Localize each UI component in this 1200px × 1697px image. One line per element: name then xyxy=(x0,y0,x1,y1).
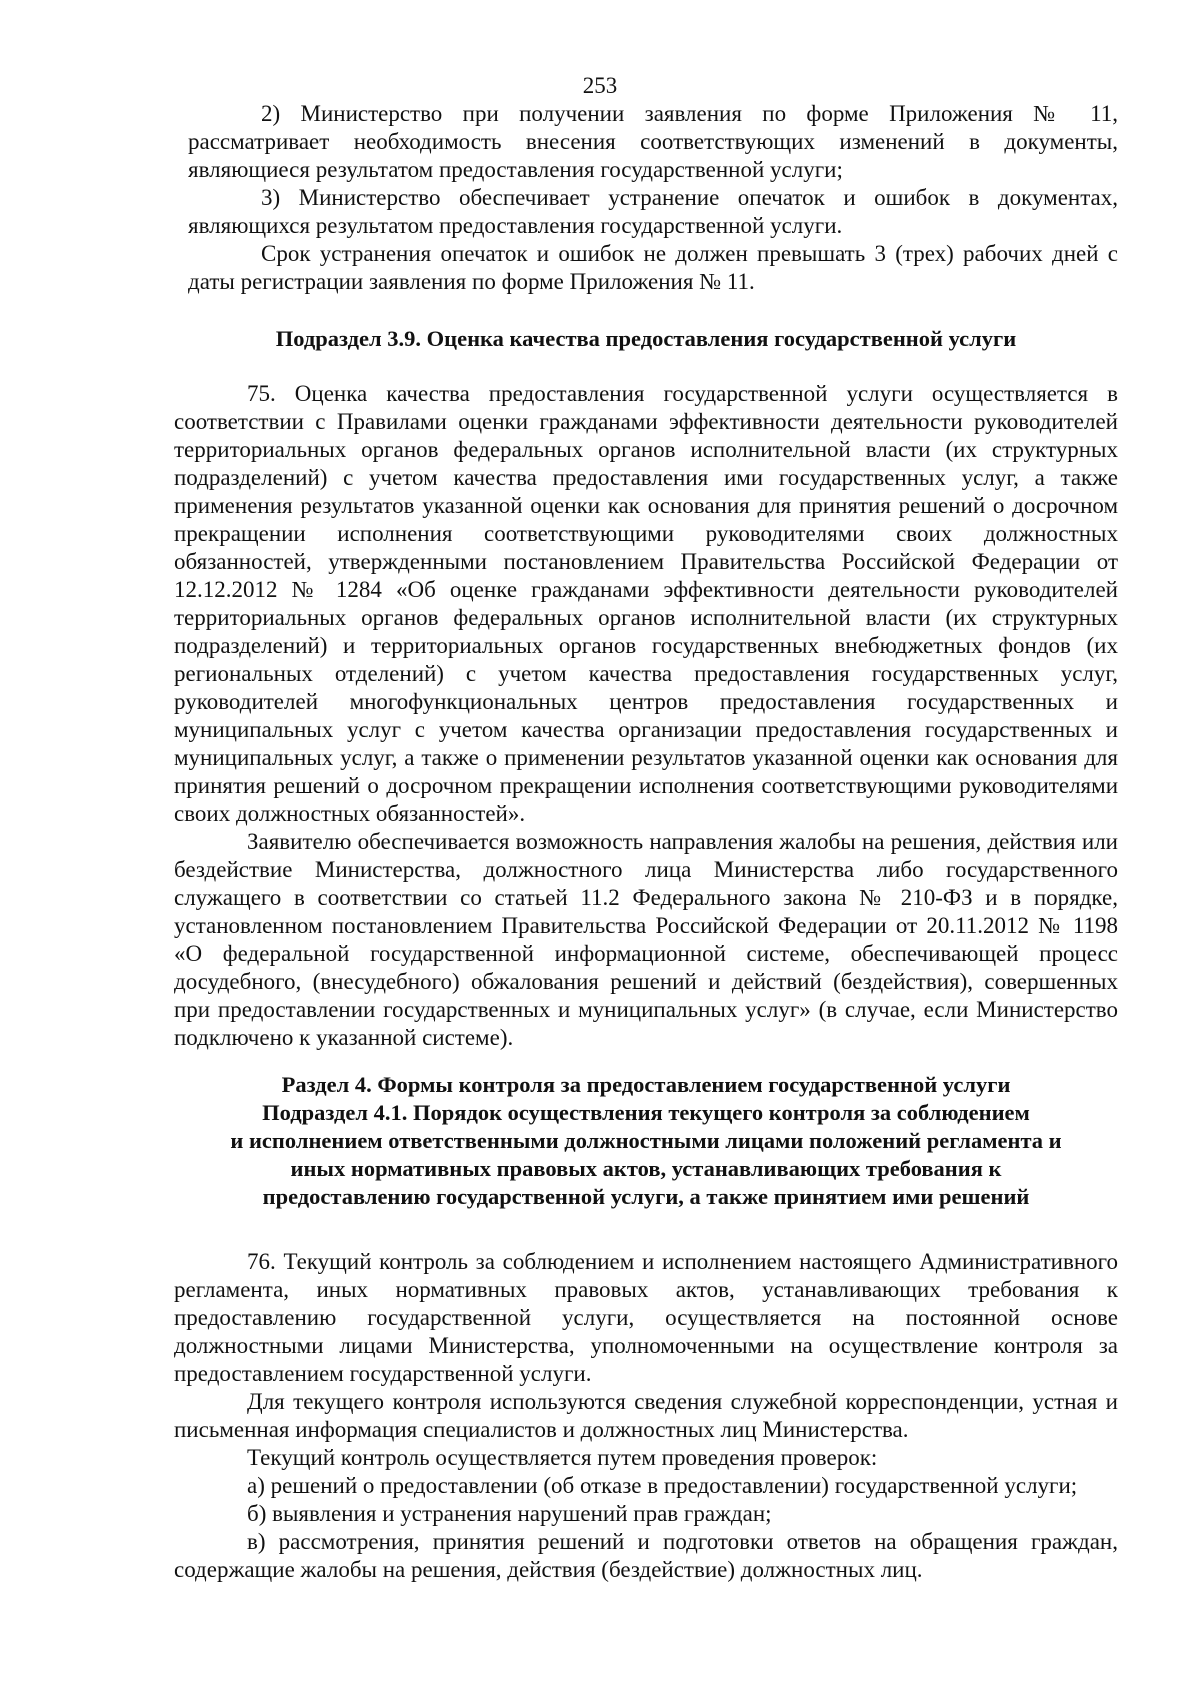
paragraph-control-sources: Для текущего контроля используются сведения служебной корреспонденции, устная и письменная информация специалистов и должностных лиц Министерства. xyxy=(174,1389,1118,1442)
subsection-4-1-title-line-4: предоставлению государственной услуги, а также принятием ими решений xyxy=(262,1184,1030,1209)
subsection-4-1-title-line-3: иных нормативных правовых актов, устанавливающих требования к xyxy=(290,1156,1002,1181)
top-text-block xyxy=(188,100,1118,296)
paragraph-item-3: 3) Министерство обеспечивает устранение опечаток и ошибок в документах, являющихся результатом предоставления государственной услуги. xyxy=(188,185,1118,238)
subsection-4-1-title-line-1: Подраздел 4.1. Порядок осуществления текущего контроля за соблюдением xyxy=(262,1100,1030,1125)
paragraph-75: 75. Оценка качества предоставления государственной услуги осуществляется в соответствии с Правилами оценки гражданами эффективности деятельности руководителей территориальных органов федеральных органов исполнительной власти (их структурных подразделений) с учетом качества предоставления ими государственных услуг, а также применения результатов указанной оценки как основания для принятия решений о досрочном прекращении исполнения соответствующими руководителями своих должностных обязанностей, утвержденными постановлением Правительства Российской Федерации от 12.12.2012 № 1284 «Об оценке гражданами эффективности деятельности руководителей территориальных органов федеральных органов исполнительной власти (их структурных подразделений) и территориальных органов государственных внебюджетных фондов (их региональных отделений) с учетом качества предоставления государственных услуг, руководителей многофункциональных центров предоставления государственных и муниципальных услуг с учетом качества организации предоставления государственных и муниципальных услуг, а также о применении результатов указанной оценки как основания для принятия решений о досрочном прекращении исполнения соответствующими руководителями своих должностных обязанностей». xyxy=(174,381,1118,826)
paragraph-76: 76. Текущий контроль за соблюдением и исполнением настоящего Административного регламента, иных нормативных правовых актов, устанавливающих требования к предоставлению государственной услуги, осуществляется на постоянной основе должностными лицами Министерства, уполномоченными на осуществление контроля за предоставлением государственной услуги. xyxy=(174,1249,1118,1386)
paragraph-complaint: Заявителю обеспечивается возможность направления жалобы на решения, действия или бездействие Министерства, должностного лица Министерства либо государственного служащего в соответствии со статьей 11.2 Федерального закона № 210-ФЗ и в порядке, установленном постановлением Правительства Российской Федерации от 20.11.2012 № 1198 «О федеральной государственной информационной системе, обеспечивающей процесс досудебного, (внесудебного) обжалования решений и действий (бездействия), совершенных при предоставлении государственных и муниципальных услуг» (в случае, если Министерство подключено к указанной системе). xyxy=(174,829,1118,1050)
subsection-3-9-heading: Подраздел 3.9. Оценка качества предоставления государственной услуги xyxy=(275,326,1017,351)
control-text-block xyxy=(174,1248,1118,1584)
paragraph-correction-deadline: Срок устранения опечаток и ошибок не должен превышать 3 (трех) рабочих дней с даты регистрации заявления по форме Приложения № 11. xyxy=(188,241,1118,294)
list-item-a: а) решений о предоставлении (об отказе в предоставлении) государственной услуги; xyxy=(247,1473,1078,1498)
paragraph-item-2: 2) Министерство при получении заявления по форме Приложения № 11, рассматривает необходимость внесения соответствующих изменений в документы, являющиеся результатом предоставления государственной услуги; xyxy=(188,101,1118,182)
main-text-block xyxy=(174,380,1118,1052)
list-item-v: в) рассмотрения, принятия решений и подготовки ответов на обращения граждан, содержащие жалобы на решения, действия (бездействие) должностных лиц. xyxy=(174,1529,1118,1582)
page-number: 253 xyxy=(582,73,618,98)
section-4-title: Раздел 4. Формы контроля за предоставлением государственной услуги xyxy=(281,1072,1011,1097)
section-4-heading xyxy=(174,1071,1118,1211)
list-item-b: б) выявления и устранения нарушений прав граждан; xyxy=(247,1501,772,1526)
paragraph-control-checks: Текущий контроль осуществляется путем проведения проверок: xyxy=(247,1445,878,1470)
subsection-4-1-title-line-2: и исполнением ответственными должностными лицами положений регламента и xyxy=(230,1128,1062,1153)
